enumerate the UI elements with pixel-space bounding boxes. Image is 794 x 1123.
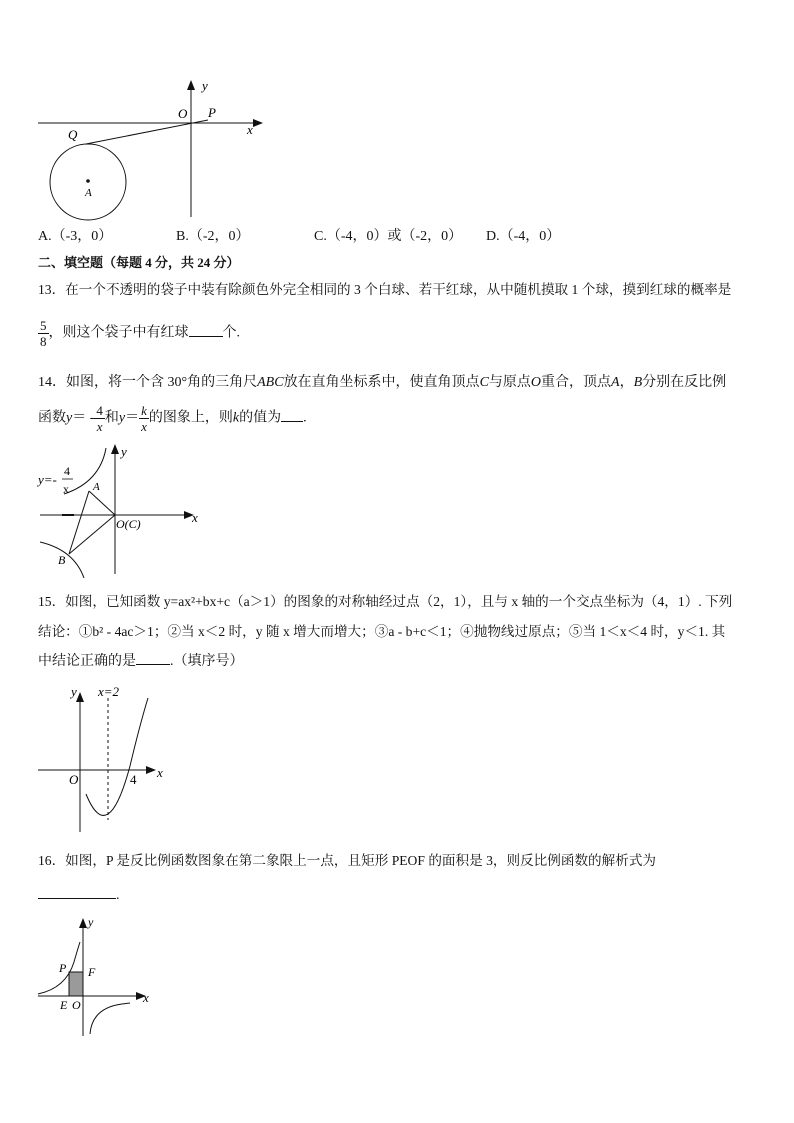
fig16-o-label: O bbox=[72, 998, 81, 1012]
q14-text-c: 与原点 bbox=[488, 375, 531, 390]
q13-line2 bbox=[38, 318, 240, 349]
fig12-y-label: y bbox=[202, 78, 208, 93]
fig14-x-label: x bbox=[192, 510, 198, 525]
q16-answer-blank[interactable] bbox=[38, 884, 116, 899]
q15-line3 bbox=[38, 653, 244, 671]
fig14-a-label: A bbox=[93, 481, 100, 493]
fig15-o-label: O bbox=[69, 772, 79, 787]
option-d: D.（-4，0） bbox=[486, 229, 561, 244]
q14-text-h: 的值为 bbox=[239, 410, 282, 426]
q14-k: k bbox=[232, 410, 240, 426]
q16-line2 bbox=[38, 884, 120, 905]
fig14-y-label: y bbox=[121, 444, 127, 459]
q14-abc: ABC bbox=[257, 375, 284, 390]
option-c: C.（-4，0）或（-2，0） bbox=[314, 229, 463, 244]
figure-q12 bbox=[30, 72, 270, 232]
q14-f1-num: 4 bbox=[96, 403, 103, 418]
q14-text-a: 14．如图，将一个含 30°角的三角尺 bbox=[38, 375, 258, 390]
q15-line1: 15．如图，已知函数 y=ax²+bx+c（a＞1）的图象的对称轴经过点（2，1），且与 x 轴的一个交点坐标为（4，1）. 下列 bbox=[38, 594, 733, 609]
q14-text-f: 函数 bbox=[38, 410, 66, 426]
q13-end: 个. bbox=[222, 325, 240, 341]
fig12-x-label: x bbox=[247, 122, 253, 137]
figure-q16 bbox=[30, 912, 160, 1042]
q15-text-b: .（填序号） bbox=[170, 654, 244, 669]
q14-comma: ， bbox=[619, 375, 634, 390]
figure-q15 bbox=[30, 680, 180, 840]
fig12-a-label: A bbox=[85, 187, 92, 199]
q14-y2: y bbox=[118, 410, 126, 426]
q16-end: . bbox=[116, 888, 120, 903]
fig16-e-label: E bbox=[60, 998, 68, 1012]
q14-end: . bbox=[303, 410, 307, 426]
fig16-x-label: x bbox=[143, 990, 149, 1005]
q14-fraction-1 bbox=[94, 403, 105, 434]
q14-c: C bbox=[479, 375, 489, 390]
q15-text-a: 中结论正确的是 bbox=[38, 654, 136, 669]
q14-eq1: ＝ - bbox=[72, 410, 95, 426]
fig16-y-label: y bbox=[88, 915, 94, 929]
q14-eq2: ＝ bbox=[125, 410, 140, 426]
fig15-axis-label: x=2 bbox=[98, 684, 120, 699]
option-a: A.（-3，0） bbox=[38, 229, 113, 244]
fig15-x-label: x bbox=[157, 765, 163, 780]
fig12-o-label: O bbox=[178, 106, 188, 121]
fig12-p-label: P bbox=[208, 105, 216, 120]
q14-text-e: 分别在反比例 bbox=[642, 375, 727, 390]
q14-o: O bbox=[530, 375, 542, 390]
q14-text-b: 放在直角坐标系中，使直角顶点 bbox=[283, 375, 480, 390]
q14-f1-den: x bbox=[96, 419, 103, 434]
q14-fraction-2 bbox=[139, 403, 149, 434]
fig14-b-label: B bbox=[58, 553, 66, 567]
q14-answer-blank[interactable] bbox=[281, 421, 303, 422]
fig15-y-label: y bbox=[71, 684, 77, 699]
fig16-p-label: P bbox=[59, 961, 67, 975]
fig14-fn-num: 4 bbox=[64, 464, 70, 478]
fig14-oc-label: O(C) bbox=[116, 517, 141, 531]
q14-f2-num: k bbox=[141, 403, 147, 418]
q14-b: B bbox=[633, 375, 643, 390]
q13-after: ，则这个袋子中有红球 bbox=[48, 325, 189, 341]
q14-text-g: 的图象上，则 bbox=[148, 410, 233, 426]
q13-line1: 13．在一个不透明的袋子中装有除颜色外完全相同的 3 个白球、若干红球，从中随机摸取 1 个球，摸到红球的概率是 bbox=[38, 282, 732, 297]
q14-line1 bbox=[38, 374, 726, 392]
fig16-f-label: F bbox=[88, 965, 96, 979]
q14-text-d: 重合，顶点 bbox=[541, 375, 612, 390]
fig15-four-label: 4 bbox=[130, 772, 137, 787]
fig12-q-label: Q bbox=[68, 127, 78, 142]
option-b: B.（-2，0） bbox=[176, 229, 250, 244]
figure-q14 bbox=[30, 436, 210, 578]
q13-frac-num: 5 bbox=[40, 318, 47, 333]
q14-and: 和 bbox=[104, 410, 119, 426]
q14-y1: y bbox=[66, 410, 73, 426]
q14-a: A bbox=[611, 375, 620, 390]
q14-line2 bbox=[38, 403, 307, 434]
q15-line2: 结论：①b² - 4ac＞1；②当 x＜2 时，y 随 x 增大而增大；③a - b+c＜1；④抛物线过原点；⑤当 1＜x＜4 时，y＜1. 其 bbox=[38, 624, 726, 639]
q13-frac-den: 8 bbox=[40, 334, 47, 349]
q15-answer-blank[interactable] bbox=[136, 664, 170, 665]
fig14-fn-label: y=- bbox=[38, 472, 57, 487]
q13-fraction bbox=[38, 318, 49, 349]
q16-line1: 16．如图，P 是反比例函数图象在第二象限上一点，且矩形 PEOF 的面积是 3，则反比例函数的解析式为 bbox=[38, 853, 657, 868]
fig14-fn-den: x bbox=[63, 482, 69, 496]
section-title: 二、填空题（每题 4 分，共 24 分） bbox=[38, 255, 240, 270]
q13-answer-blank[interactable] bbox=[189, 336, 223, 337]
q14-f2-den: x bbox=[141, 419, 147, 434]
